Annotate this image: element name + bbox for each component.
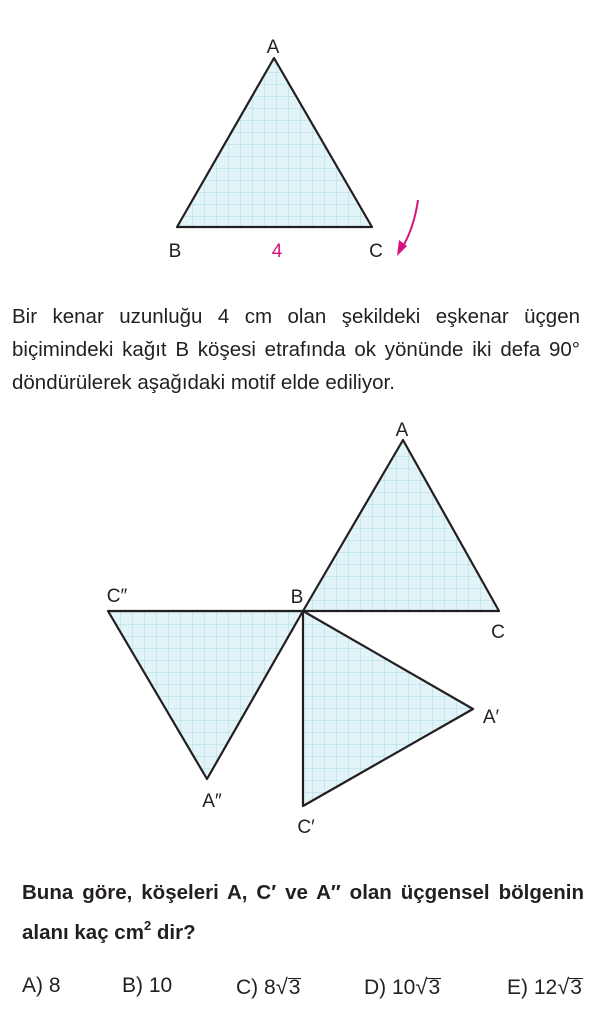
answer-choices bbox=[0, 974, 600, 1008]
question-text-after: dir? bbox=[151, 920, 196, 944]
top-vertex-a-label: A bbox=[266, 37, 280, 58]
top-triangle-figure bbox=[169, 37, 418, 262]
label-a: A bbox=[395, 420, 409, 441]
triangle-abc bbox=[303, 440, 499, 611]
choice-a[interactable]: A) 8 bbox=[22, 974, 61, 997]
problem-statement: Bir kenar uzunluğu 4 cm olan şekildeki eşkenar üçgen biçimindeki kağıt B köşesi etrafında ok yönünde iki defa 90° döndürülerek aşağıdaki motif elde ediliyor. bbox=[12, 305, 580, 394]
equilateral-triangle-abc bbox=[177, 58, 372, 227]
radical-icon: √ bbox=[275, 974, 288, 999]
label-a-double-prime: A″ bbox=[202, 791, 222, 812]
choice-e[interactable]: E) 12√3 bbox=[507, 974, 582, 999]
top-vertex-c-label: C bbox=[369, 241, 383, 262]
question-superscript: 2 bbox=[143, 918, 152, 933]
label-c: C bbox=[491, 622, 505, 643]
triangle-a-prime-b-c-prime bbox=[303, 611, 473, 806]
rotation-arrow-icon bbox=[397, 200, 418, 256]
question-text-before: Buna göre, köşeleri A, C′ ve A″ olan üçgensel bölgenin alanı kaç cm bbox=[22, 881, 584, 944]
radical-icon: √ bbox=[415, 974, 428, 999]
label-c-prime: C′ bbox=[297, 817, 315, 838]
triangle-a-double-prime-b-c-double-prime bbox=[108, 611, 303, 779]
question-text bbox=[22, 876, 584, 950]
top-vertex-b-label: B bbox=[168, 241, 182, 262]
label-c-double-prime: C″ bbox=[106, 586, 128, 607]
side-length-label: 4 bbox=[271, 241, 283, 262]
radical-icon: √ bbox=[557, 974, 570, 999]
choice-b[interactable]: B) 10 bbox=[122, 974, 173, 997]
choice-d[interactable]: D) 10√3 bbox=[364, 974, 441, 999]
choice-c[interactable]: C) 8√3 bbox=[236, 974, 301, 999]
label-a-prime: A′ bbox=[482, 707, 500, 728]
rotation-motif-figure bbox=[107, 420, 505, 838]
label-b: B bbox=[290, 587, 304, 608]
